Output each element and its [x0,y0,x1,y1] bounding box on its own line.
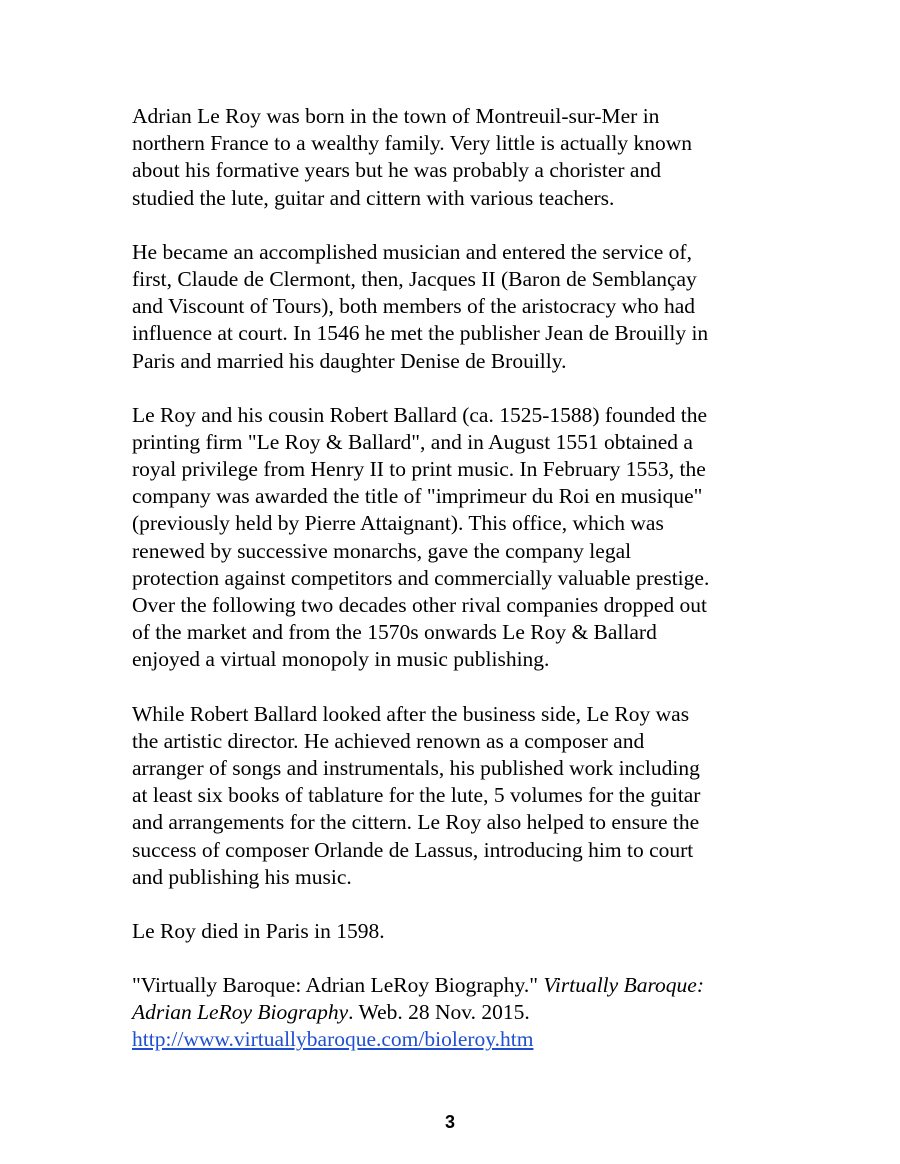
citation-source-italic: Virtually Baroque: [543,973,704,998]
text-line: of the market and from the 1570s onwards Le Roy & Ballard [132,620,657,645]
text-line: and arrangements for the cittern. Le Roy also helped to ensure the [132,810,700,835]
text-line: royal privilege from Henry II to print music. In February 1553, the [132,457,706,482]
citation-access-date: . Web. 28 Nov. 2015. [348,1000,530,1025]
text-line: influence at court. In 1546 he met the publisher Jean de Brouilly in [132,321,709,346]
citation-line-3 [132,1026,777,1053]
text-line: and Viscount of Tours), both members of the aristocracy who had [132,294,696,319]
text-line: (previously held by Pierre Attaignant). This office, which was [132,511,664,536]
text-line: Paris and married his daughter Denise de Brouilly. [132,348,567,373]
text-line: company was awarded the title of "imprimeur du Roi en musique" [132,484,703,509]
paragraph-career [132,239,777,375]
citation-source-italic-cont: Adrian LeRoy Biography [132,1000,349,1025]
text-line: While Robert Ballard looked after the business side, Le Roy was [132,701,690,726]
citation-title: "Virtually Baroque: Adrian LeRoy Biography." [132,973,544,998]
text-line: renewed by successive monarchs, gave the company legal [132,538,632,563]
paragraph-birth [132,103,777,212]
text-line: He became an accomplished musician and entered the service of, [132,239,692,264]
paragraph-death [132,918,777,945]
text-line: first, Claude de Clermont, then, Jacques II (Baron de Semblançay [132,266,697,291]
text-line: studied the lute, guitar and cittern with various teachers. [132,185,615,210]
citation-url-link[interactable]: http://www.virtuallybaroque.com/bioleroy.htm [132,1027,534,1052]
text-line: about his formative years but he was probably a chorister and [132,158,661,183]
text-line: Le Roy died in Paris in 1598. [132,918,385,943]
text-line: northern France to a wealthy family. Very little is actually known [132,131,693,156]
text-line: arranger of songs and instrumentals, his published work including [132,755,700,780]
text-line: success of composer Orlande de Lassus, introducing him to court [132,837,694,862]
text-line: enjoyed a virtual monopoly in music publishing. [132,647,550,672]
text-line: Adrian Le Roy was born in the town of Montreuil-sur-Mer in [132,104,660,128]
text-line: protection against competitors and commercially valuable prestige. [132,565,710,590]
text-line: and publishing his music. [132,864,352,889]
document-body [132,103,777,1081]
citation-line-2 [132,999,777,1026]
text-line: Le Roy and his cousin Robert Ballard (ca. 1525-1588) founded the [132,402,707,427]
text-line: Over the following two decades other rival companies dropped out [132,593,707,617]
paragraph-artistic-director [132,701,777,891]
citation-line-1 [132,972,777,999]
page-number: 3 [444,1112,455,1132]
text-line: at least six books of tablature for the lute, 5 volumes for the guitar [132,783,701,808]
citation [132,972,777,1054]
paragraph-printing-firm [132,402,777,674]
text-line: the artistic director. He achieved renown as a composer and [132,728,645,753]
text-line: printing firm "Le Roy & Ballard", and in August 1551 obtained a [132,429,693,454]
